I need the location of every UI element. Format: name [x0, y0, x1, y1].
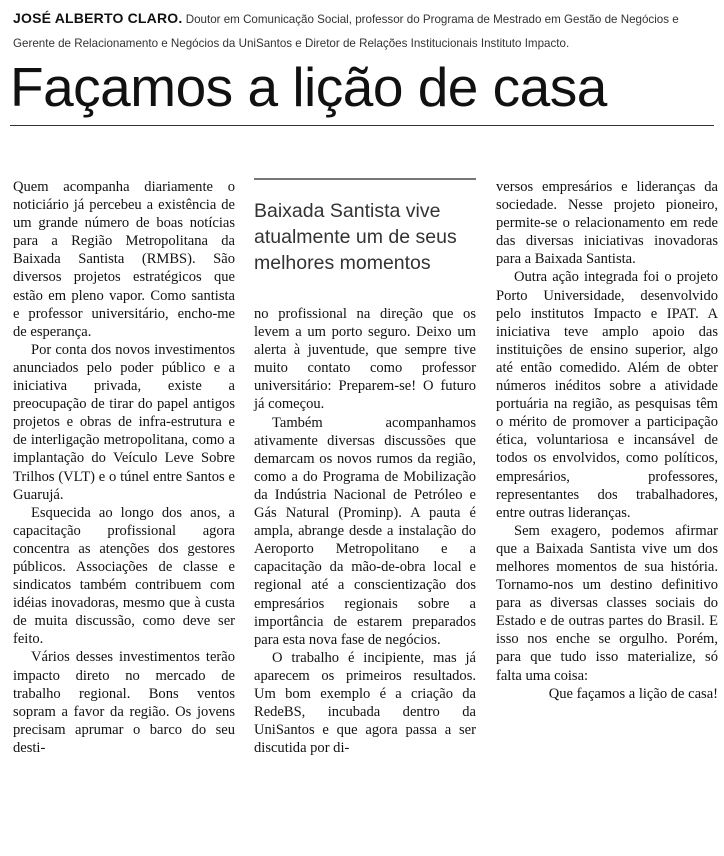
byline: [13, 6, 713, 56]
paragraph: Esquecida ao longo dos anos, a capacitação profissional agora concentra as atenções dos gestores públicos. Associações de classe e sindicatos também contribuem com idéias inovadoras, mesmo que à custa de muita discussão, como deve ser feito.: [13, 504, 235, 648]
article-column-2: [254, 305, 476, 757]
author-bio: Doutor em Comunicação Social, professor do Programa de Mestrado em Gestão de Negócios e Gerente de Relacionamento e Negócios da UniSantos e Diretor de Relações Institucionais Instituto Impacto.: [13, 13, 679, 50]
article-column-3: [496, 178, 718, 703]
headline: Façamos a lição de casa: [10, 56, 607, 118]
paragraph: Vários desses investimentos terão impacto direto no mercado de trabalho regional. Bons ventos sopram a favor da região. Os jovens precisam aprumar o barco do seu desti-: [13, 649, 235, 756]
pull-quote: [254, 178, 476, 290]
pull-quote-text: Baixada Santista vive atualmente um de seus melhores momentos: [254, 200, 457, 274]
paragraph: O trabalho é incipiente, mas já aparecem os primeiros resultados. Um bom exemplo é a criação da RedeBS, incubada dentro da UniSantos e que agora passa a ser discutida por di-: [254, 649, 476, 757]
paragraph: Sem exagero, podemos afirmar que a Baixada Santista vive um dos melhores momentos de sua história. Tornamo-nos um destino definitivo para as diversas classes sociais do Estado e de outras partes do Brasil. E isso nos enche se orgulho. Porém, para que tudo isso materialize, só falta uma coisa:: [496, 522, 718, 684]
paragraph: Outra ação integrada foi o projeto Porto Universidade, desenvolvido pelo institutos Impacto e IPAT. A iniciativa teve amplo apoio das instituições de ensino superior, algo até então comedido. Além de obter números inéditos sobre a atividade portuária na região, as pesquisas têm o mérito de promover a participação ética, voluntariosa e incansável de todos os envolvidos, como políticos, empresários, professores, representantes dos trabalhadores, entre outras lideranças.: [496, 269, 718, 521]
paragraph: versos empresários e lideranças da sociedade. Nesse projeto pioneiro, permite-se o relacionamento em rede das diversas iniciativas inovadoras para a Baixada Santista.: [496, 179, 718, 268]
paragraph: Por conta dos novos investimentos anunciados pelo poder público e a iniciativa privada, existe a preocupação de tirar do papel antigos projetos e obras de infra-estrutura e de interligação metropolitana, como a implantação do Veículo Leve Sobre Trilhos (VLT) e o túnel entre Santos e Guarujá.: [13, 341, 235, 503]
paragraph: Também acompanhamos ativamente diversas discussões que demarcam os novos rumos da região, como a do Programa de Mobilização da Indústria Nacional de Petróleo e Gás Natural (Prominp). A pauta é ampla, abrange desde a instalação do Aeroporto Metropolitano e a capacitação da mão-de-obra local e regional até a conscientização dos empresários regionais sobre a importância de estarem preparados para esta nova fase de negócios.: [254, 414, 476, 648]
paragraph: Quem acompanha diariamente o noticiário já percebeu a existência de um grande número de boas notícias para a Região Metropolitana da Baixada Santista (RMBS). São diversos projetos estratégicos que estão em pleno vapor. Como santista e professor universitário, encho-me de esperança.: [13, 179, 235, 340]
closing-line: Que façamos a lição de casa!: [548, 685, 718, 702]
author-name: JOSÉ ALBERTO CLARO.: [13, 10, 183, 26]
paragraph: no profissional na direção que os levem a um porto seguro. Deixo um alerta à juventude, que sempre tive muito contato como professor universitário: Preparem-se! O futuro já começou.: [254, 306, 476, 413]
article-column-1: [13, 178, 235, 757]
headline-rule: [10, 125, 714, 126]
